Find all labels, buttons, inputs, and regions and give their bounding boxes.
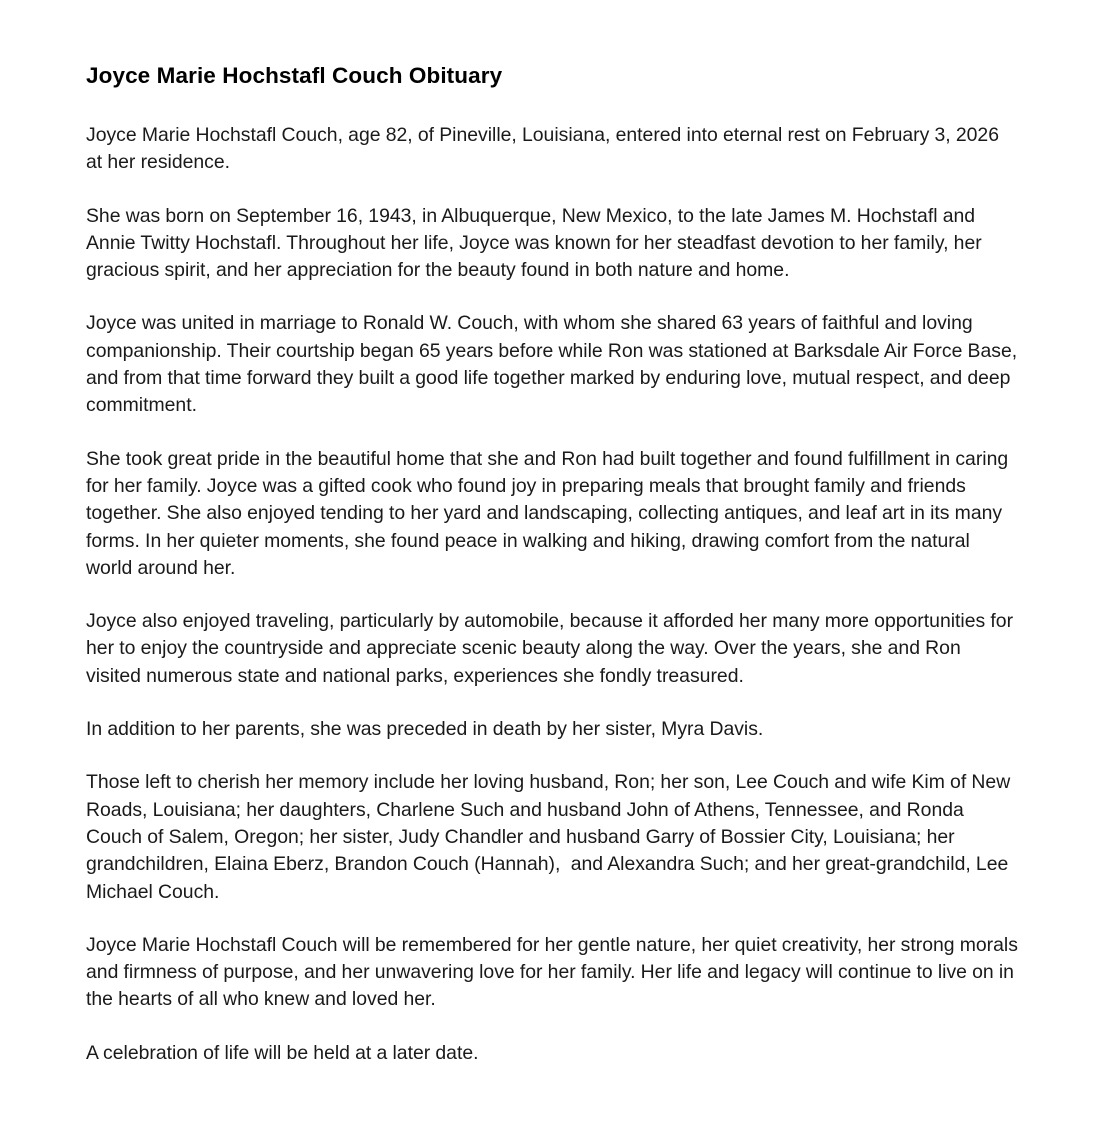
- paragraph-birth-and-parents: She was born on September 16, 1943, in Albuquerque, New Mexico, to the late James M. Hochstafl and Annie Twitty Hochstafl. Throughout her life, Joyce was known for her steadfast devotion to her family, her gracious spirit, and her appreciation for the beauty found in both nature and home.: [86, 204, 987, 282]
- paragraph-survivors: Those left to cherish her memory include her loving husband, Ron; her son, Lee Couch and wife Kim of New Roads, Louisiana; her daughters, Charlene Such and husband John of Athens, Tennessee, and Ronda Couch of Salem, Oregon; her sister, Judy Chandler and husband Garry of Bossier City, Louisiana; her grandchildren, Elaina Eberz, Brandon Couch (Hannah), and Alexandra Such; and her great-grandchild, Lee Michael Couch.: [86, 771, 1016, 903]
- paragraph-service-information: A celebration of life will be held at a later date.: [86, 1041, 479, 1064]
- obituary-article: [86, 62, 1024, 1067]
- paragraph-death-notice: Joyce Marie Hochstafl Couch, age 82, of Pineville, Louisiana, entered into eternal rest on February 3, 2026 at her residence.: [86, 124, 1005, 174]
- paragraph-home-and-hobbies: She took great pride in the beautiful home that she and Ron had built together and found fulfillment in caring for her family. Joyce was a gifted cook who found joy in preparing meals that brought family and friends together. She also enjoyed tending to her yard and landscaping, collecting antiques, and leaf art in its many forms. In her quieter moments, she found peace in walking and hiking, drawing comfort from the natural world around her.: [86, 447, 1014, 579]
- paragraph-marriage: Joyce was united in marriage to Ronald W. Couch, with whom she shared 63 years of faithful and loving companionship. Their courtship began 65 years before while Ron was stationed at Barksdale Air Force Base, and from that time forward they built a good life together marked by enduring love, mutual respect, and deep commitment.: [86, 312, 1023, 417]
- paragraph-remembrance: Joyce Marie Hochstafl Couch will be remembered for her gentle nature, her quiet creativity, her strong morals and firmness of purpose, and her unwavering love for her family. Her life and legacy will continue to live on in the hearts of all who knew and loved her.: [86, 933, 1024, 1011]
- paragraph-preceded-in-death: In addition to her parents, she was preceded in death by her sister, Myra Davis.: [86, 718, 764, 741]
- page-title: Joyce Marie Hochstafl Couch Obituary: [86, 63, 503, 88]
- paragraph-traveling: Joyce also enjoyed traveling, particularly by automobile, because it afforded her many more opportunities for her to enjoy the countryside and appreciate scenic beauty along the way. Over the years, she and Ron visited numerous state and national parks, experiences she fondly treasured.: [86, 610, 1019, 687]
